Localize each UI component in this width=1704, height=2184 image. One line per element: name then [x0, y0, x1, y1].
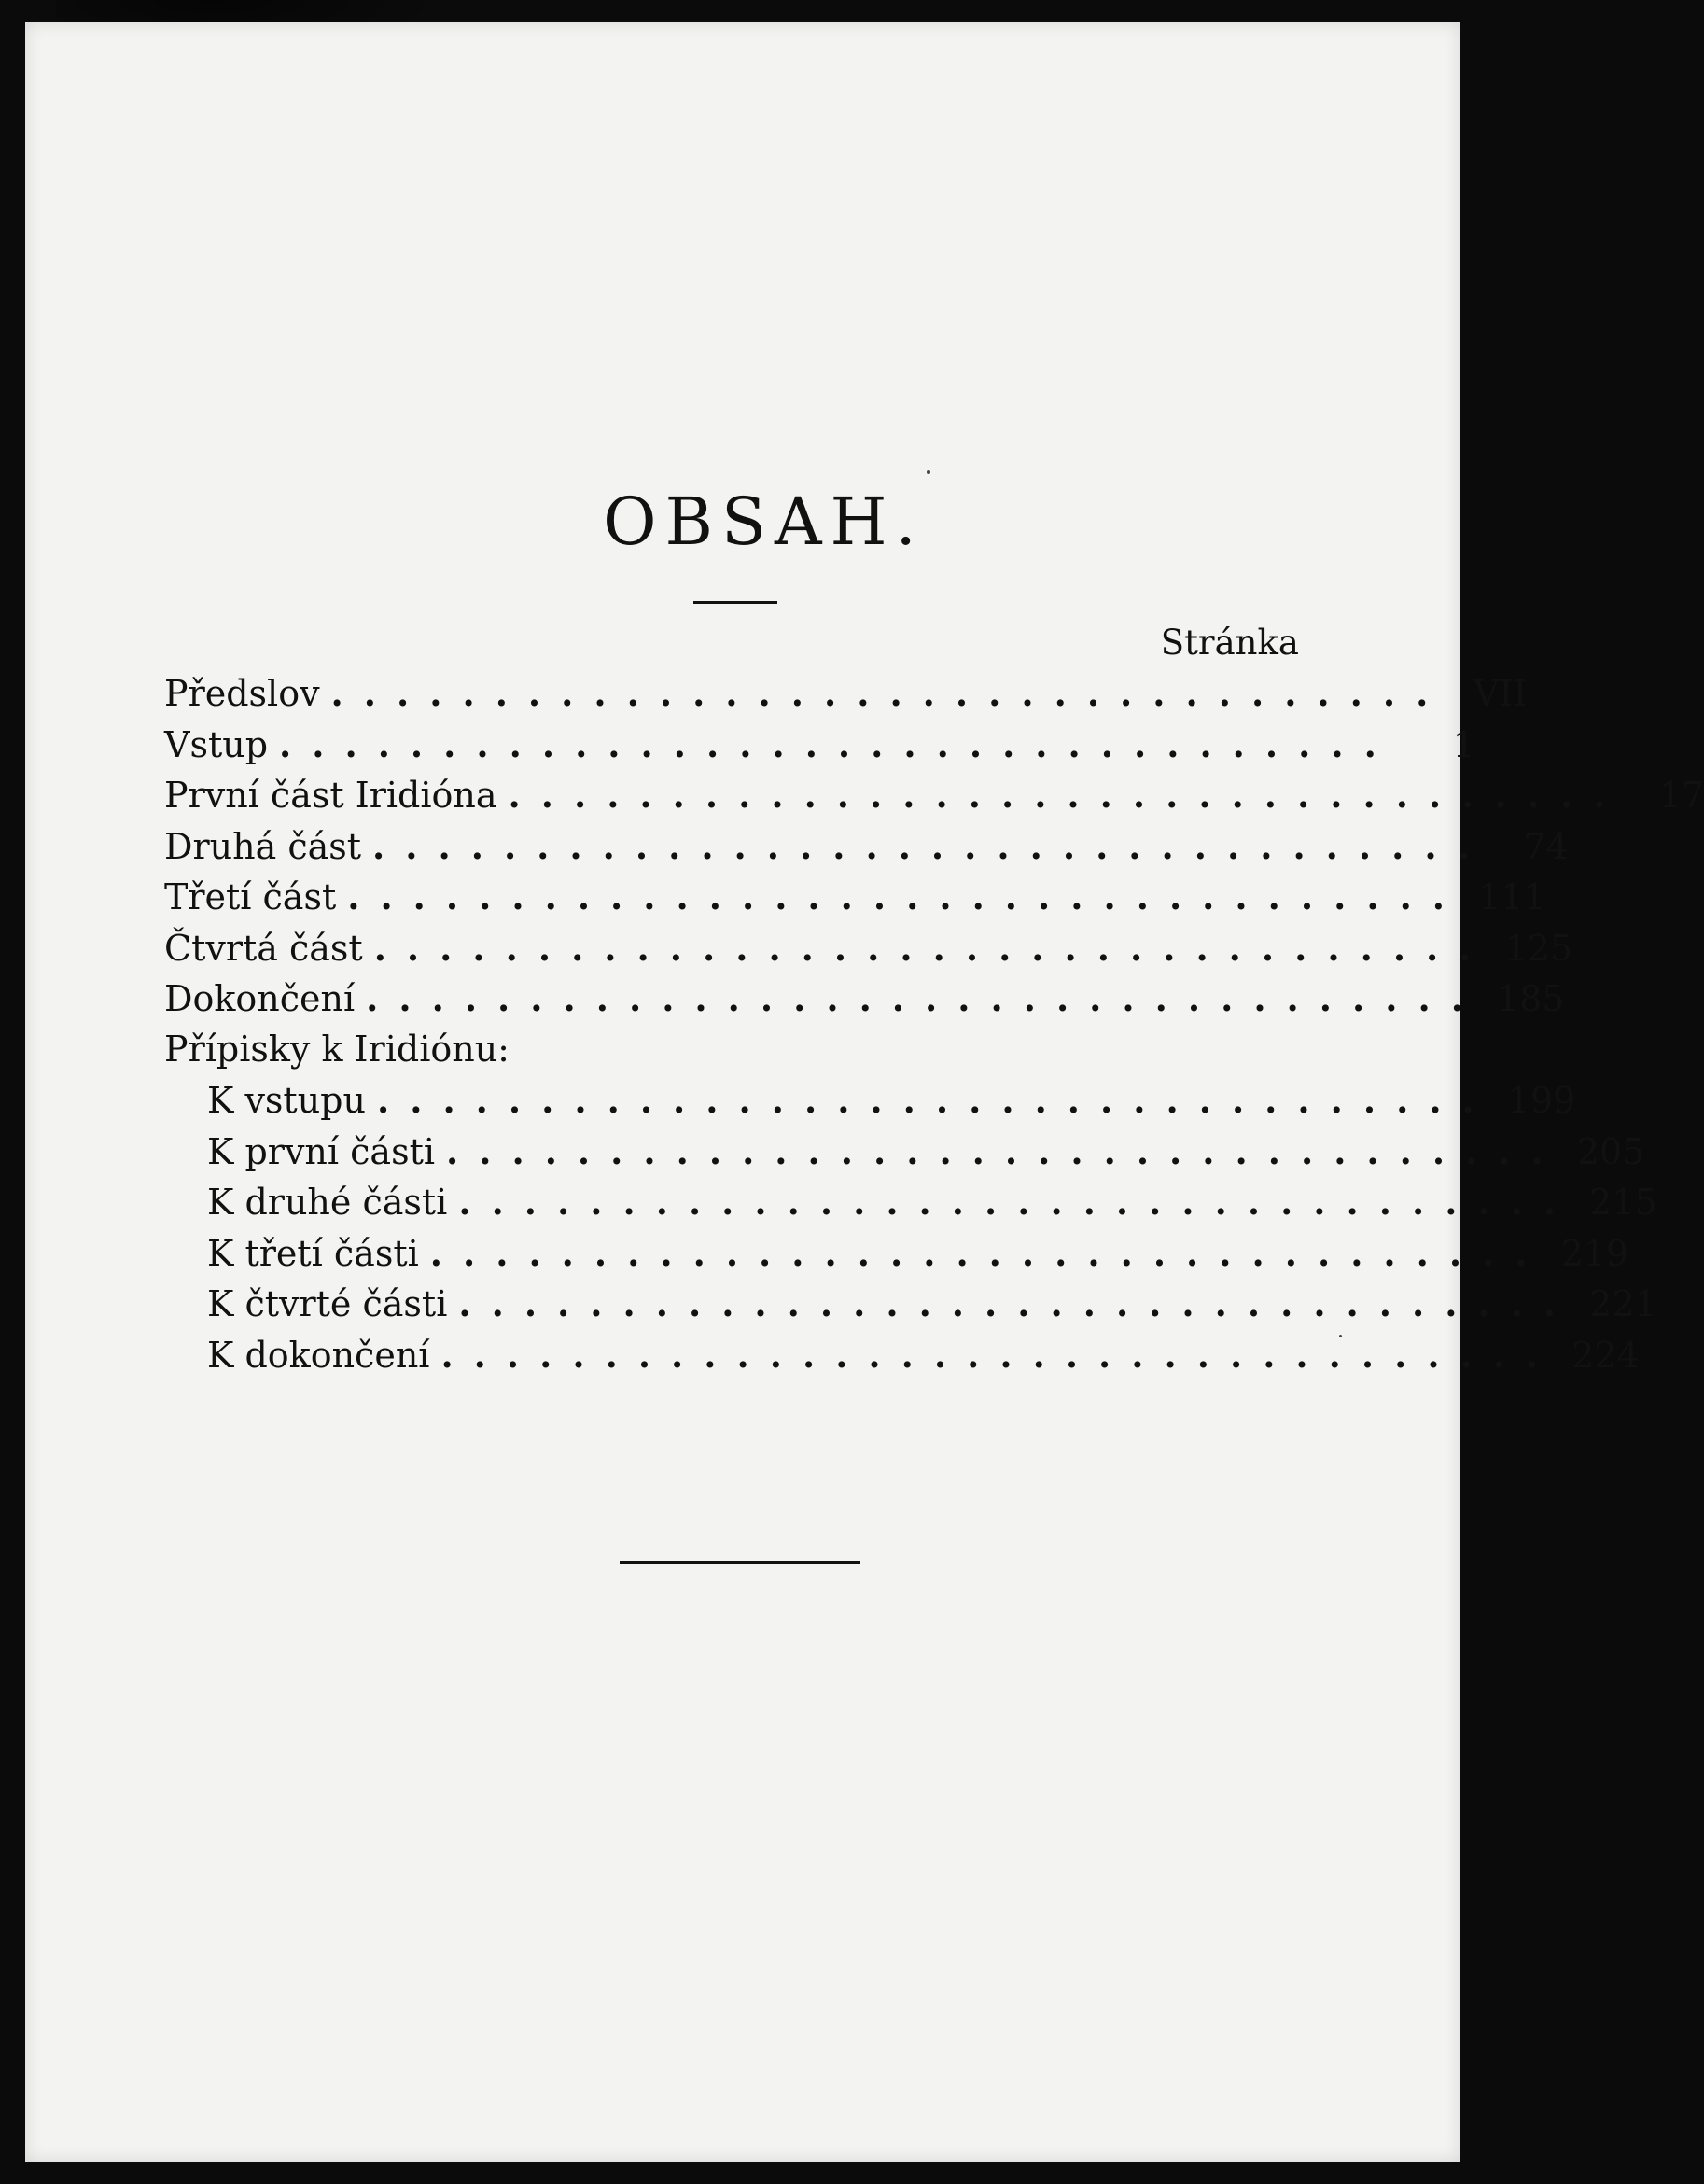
- dot-leader: ..................................: [376, 1079, 1495, 1121]
- toc-entry-page: 205: [1576, 1130, 1645, 1172]
- toc-entry-label: K první části: [207, 1130, 435, 1172]
- toc-entry: [164, 774, 1704, 825]
- toc-entry-page: 224: [1571, 1334, 1640, 1376]
- dot-leader: ..................................: [458, 1282, 1577, 1324]
- toc-entry: [164, 977, 1565, 1029]
- toc-entry-page: 185: [1496, 978, 1565, 1019]
- toc-sub-entry: [164, 1333, 1640, 1385]
- toc-entry-label: Vstup: [164, 723, 269, 765]
- toc-entry-page: VII: [1473, 673, 1528, 714]
- dot-leader: ..................................: [373, 926, 1492, 969]
- title-rule: [693, 601, 777, 604]
- toc-entry-label: Předslov: [164, 673, 320, 714]
- toc-entry-page: 199: [1507, 1080, 1576, 1121]
- toc-entry-label: První část Iridióna: [164, 775, 497, 816]
- dot-leader: ..................................: [279, 722, 1397, 765]
- toc-entry-page: 74: [1523, 825, 1569, 867]
- toc-entry-page: 221: [1589, 1283, 1657, 1324]
- toc-sub-entry: [164, 1079, 1576, 1130]
- paper-speck: [927, 470, 930, 474]
- dot-leader: ..................................: [508, 774, 1627, 816]
- table-of-contents: [164, 672, 1704, 1384]
- page-title: OBSAH.: [603, 483, 925, 560]
- toc-entry: [164, 926, 1573, 978]
- toc-entry-page: 219: [1560, 1232, 1629, 1274]
- toc-entry-label: K druhé části: [207, 1182, 448, 1223]
- notes-heading: Přípisky k Iridiónu:: [164, 1028, 510, 1070]
- toc-entry-label: K třetí části: [207, 1232, 419, 1274]
- dot-leader: ..................................: [366, 977, 1484, 1019]
- closing-rule: [620, 1561, 860, 1564]
- dot-leader: ..................................: [347, 875, 1466, 917]
- toc-entry-label: Dokončení: [164, 978, 356, 1019]
- toc-entry: [164, 722, 1475, 775]
- dot-leader: ..................................: [330, 672, 1449, 714]
- dot-leader: ..................................: [458, 1181, 1577, 1223]
- dot-leader: ..................................: [372, 824, 1490, 867]
- toc-entry-label: K dokončení: [207, 1334, 430, 1376]
- toc-sub-entry: [164, 1129, 1645, 1182]
- toc-entry-page: 17: [1658, 775, 1704, 816]
- toc-entry-label: Třetí část: [164, 876, 337, 917]
- toc-entry-label: K vstupu: [207, 1080, 366, 1121]
- toc-entry-page: 125: [1504, 927, 1573, 969]
- toc-entry-page: 215: [1589, 1182, 1657, 1223]
- toc-entry-label: Druhá část: [164, 825, 362, 867]
- page-column-header: Stránka: [1160, 623, 1299, 663]
- toc-sub-entry: [164, 1181, 1657, 1232]
- toc-entry-page: 111: [1478, 876, 1546, 917]
- dot-leader: ..................................: [440, 1333, 1559, 1376]
- toc-entry-label: K čtvrté části: [207, 1283, 448, 1324]
- toc-entry: [164, 875, 1546, 927]
- toc-sub-entry: [164, 1282, 1657, 1334]
- dot-leader: ..................................: [446, 1129, 1564, 1172]
- toc-entry-page: 1: [1452, 723, 1475, 765]
- toc-sub-entry: [164, 1231, 1629, 1283]
- toc-entry: [164, 824, 1569, 876]
- toc-entry: [164, 672, 1528, 723]
- toc-entry-label: Čtvrtá část: [164, 927, 363, 969]
- dot-leader: ..................................: [429, 1231, 1548, 1274]
